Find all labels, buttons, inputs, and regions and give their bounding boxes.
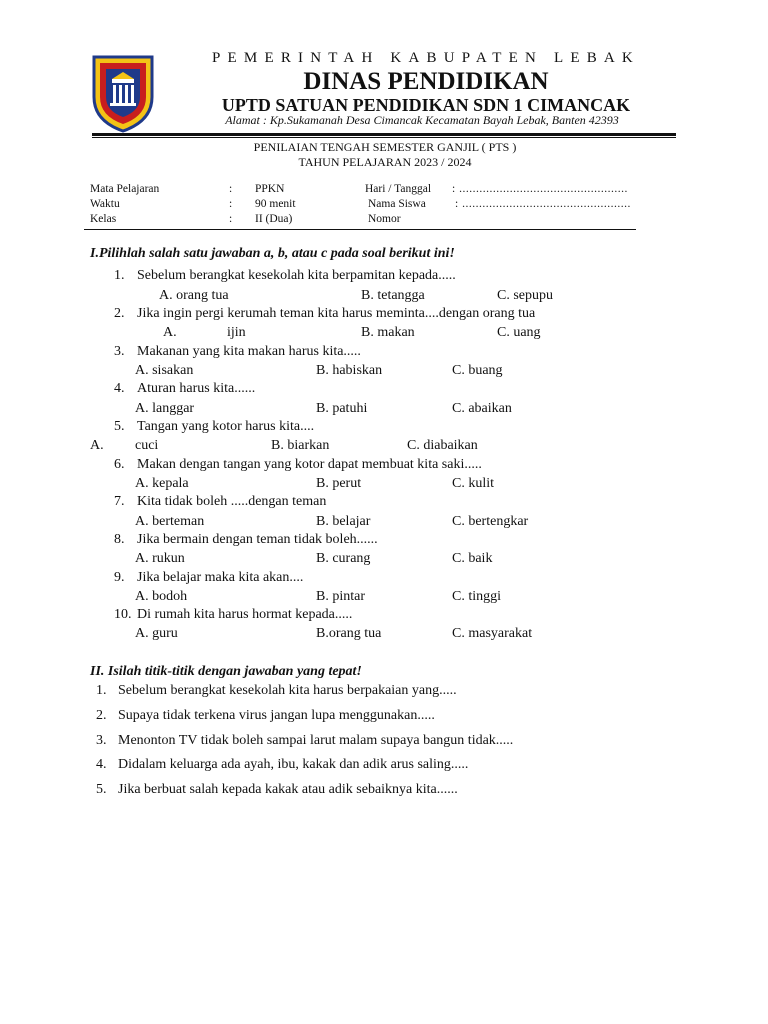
subject-value: PPKN xyxy=(255,183,285,195)
q8-text: Jika bermain dengan teman tidak boleh...... xyxy=(137,532,378,547)
s2-q1-text: Sebelum berangkat kesekolah kita harus berpakaian yang..... xyxy=(118,683,457,698)
q8-option-a[interactable]: A. rukun xyxy=(135,551,185,566)
q6-option-b[interactable]: B. perut xyxy=(316,476,362,491)
q2-option-a[interactable]: ijin xyxy=(227,325,246,340)
q2-option-a-letter: A. xyxy=(163,325,177,340)
q4-option-b[interactable]: B. patuhi xyxy=(316,401,368,416)
class-value: II (Dua) xyxy=(255,213,293,225)
s2-q5-number: 5. xyxy=(96,782,107,797)
header-divider xyxy=(92,133,676,136)
q5-number: 5. xyxy=(114,419,125,434)
s2-q1-number: 1. xyxy=(96,683,107,698)
q3-option-b[interactable]: B. habiskan xyxy=(316,363,383,378)
q4-option-a[interactable]: A. langgar xyxy=(135,401,195,416)
q6-number: 6. xyxy=(114,457,125,472)
number-label: Nomor xyxy=(368,213,401,225)
q2-text: Jika ingin pergi kerumah teman kita harus meminta....dengan orang tua xyxy=(137,306,536,321)
q1-text: Sebelum berangkat kesekolah kita berpamitan kepada..... xyxy=(137,268,456,283)
q7-option-a[interactable]: A. berteman xyxy=(135,514,205,529)
q10-number: 10. xyxy=(114,607,132,622)
school-logo-icon xyxy=(90,53,156,133)
q5-option-b[interactable]: B. biarkan xyxy=(271,438,330,453)
s2-q4-text: Didalam keluarga ada ayah, ibu, kakak dan adik arus saling..... xyxy=(118,757,469,772)
q9-option-a[interactable]: A. bodoh xyxy=(135,589,188,604)
q6-option-c[interactable]: C. kulit xyxy=(452,476,495,491)
time-value: 90 menit xyxy=(255,198,296,210)
q10-option-c[interactable]: C. masyarakat xyxy=(452,626,533,641)
header-school: UPTD SATUAN PENDIDIKAN SDN 1 CIMANCAK xyxy=(221,95,631,115)
q5-option-a-letter: A. xyxy=(90,438,104,453)
day-label: Hari / Tanggal xyxy=(365,183,432,195)
q7-option-b[interactable]: B. belajar xyxy=(316,514,371,529)
section2-title: II. Isilah titik-titik dengan jawaban yang tepat! xyxy=(90,664,362,679)
exam-year: TAHUN PELAJARAN 2023 / 2024 xyxy=(298,155,472,169)
q1-option-c[interactable]: C. sepupu xyxy=(497,288,553,303)
q1-option-b[interactable]: B. tetangga xyxy=(361,288,425,303)
q7-number: 7. xyxy=(114,494,125,509)
s2-q3-number: 3. xyxy=(96,733,107,748)
section1-title: I.Pilihlah salah satu jawaban a, b, atau c pada soal berikut ini! xyxy=(90,246,455,261)
class-colon: : xyxy=(229,213,233,225)
q3-text: Makanan yang kita makan harus kita..... xyxy=(137,344,361,359)
s2-q2-text: Supaya tidak terkena virus jangan lupa menggunakan..... xyxy=(118,708,435,723)
q6-text: Makan dengan tangan yang kotor dapat membuat kita saki..... xyxy=(137,457,482,472)
q2-number: 2. xyxy=(114,306,125,321)
q2-option-c[interactable]: C. uang xyxy=(497,325,541,340)
q9-number: 9. xyxy=(114,570,125,585)
s2-q4-number: 4. xyxy=(96,757,107,772)
q5-option-a[interactable]: cuci xyxy=(135,438,159,453)
q1-option-a[interactable]: A. orang tua xyxy=(159,288,229,303)
s2-q5-text: Jika berbuat salah kepada kakak atau adik sebaiknya kita...... xyxy=(118,782,458,797)
s2-q2-number: 2. xyxy=(96,708,107,723)
header-divider-thin xyxy=(92,137,676,138)
header-government: PEMERINTAH KABUPATEN LEBAK xyxy=(212,50,640,66)
q4-number: 4. xyxy=(114,381,125,396)
q8-number: 8. xyxy=(114,532,125,547)
header-department: DINAS PENDIDIKAN xyxy=(303,68,549,95)
q5-text: Tangan yang kotor harus kita.... xyxy=(137,419,315,434)
exam-title: PENILAIAN TENGAH SEMESTER GANJIL ( PTS ) xyxy=(253,140,517,154)
q9-option-c[interactable]: C. tinggi xyxy=(452,589,502,604)
time-label: Waktu xyxy=(90,198,120,210)
q2-option-b[interactable]: B. makan xyxy=(361,325,415,340)
q4-option-c[interactable]: C. abaikan xyxy=(452,401,512,416)
q3-option-c[interactable]: C. buang xyxy=(452,363,503,378)
name-field[interactable]: : .................................................. xyxy=(455,198,631,210)
q10-option-a[interactable]: A. guru xyxy=(135,626,178,641)
s2-q3-text: Menonton TV tidak boleh sampai larut malam supaya bangun tidak..... xyxy=(118,733,514,748)
time-colon: : xyxy=(229,198,233,210)
q9-text: Jika belajar maka kita akan.... xyxy=(137,570,304,585)
info-divider xyxy=(84,229,636,230)
q7-text: Kita tidak boleh .....dengan teman xyxy=(137,494,327,509)
q4-text: Aturan harus kita...... xyxy=(137,381,256,396)
q1-number: 1. xyxy=(114,268,125,283)
q7-option-c[interactable]: C. bertengkar xyxy=(452,514,529,529)
q3-number: 3. xyxy=(114,344,125,359)
q6-option-a[interactable]: A. kepala xyxy=(135,476,189,491)
class-label: Kelas xyxy=(90,213,117,225)
day-field[interactable]: : .................................................. xyxy=(452,183,628,195)
q10-text: Di rumah kita harus hormat kepada..... xyxy=(137,607,353,622)
q8-option-b[interactable]: B. curang xyxy=(316,551,371,566)
q3-option-a[interactable]: A. sisakan xyxy=(135,363,194,378)
header-address: Alamat : Kp.Sukamanah Desa Cimancak Kecamatan Bayah Lebak, Banten 42393 xyxy=(225,113,619,127)
subject-colon: : xyxy=(229,183,233,195)
subject-label: Mata Pelajaran xyxy=(90,183,160,195)
q5-option-c[interactable]: C. diabaikan xyxy=(407,438,478,453)
q8-option-c[interactable]: C. baik xyxy=(452,551,493,566)
name-label: Nama Siswa xyxy=(368,198,426,210)
q9-option-b[interactable]: B. pintar xyxy=(316,589,365,604)
q10-option-b[interactable]: B.orang tua xyxy=(316,626,382,641)
